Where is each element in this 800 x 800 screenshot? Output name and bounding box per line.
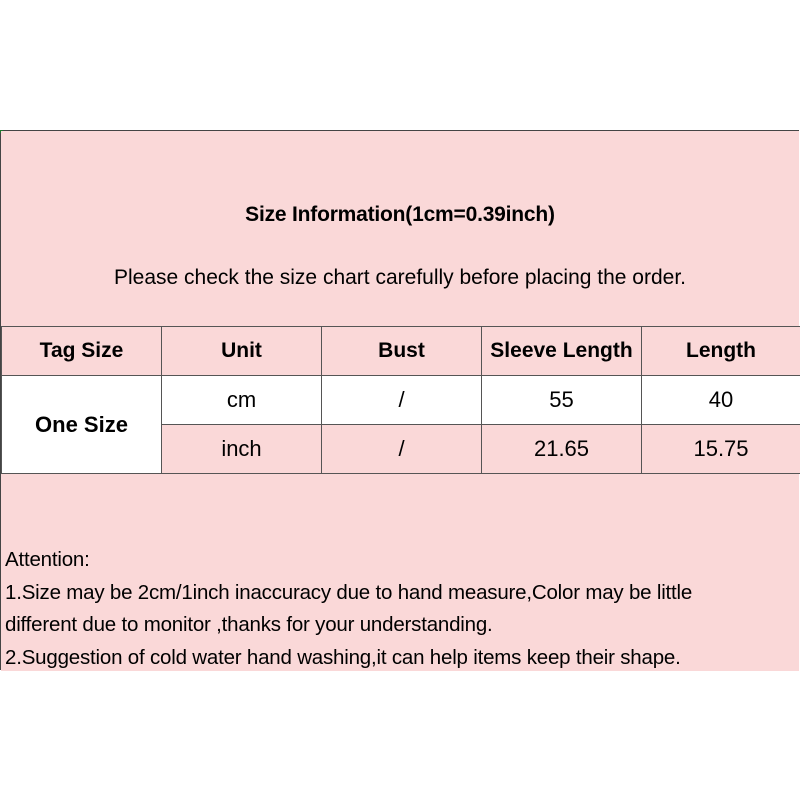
- attention-section: [1, 473, 799, 671]
- table-header-row: [2, 327, 800, 376]
- size-table: [1, 326, 800, 474]
- tag-size-cell: One Size: [2, 376, 162, 474]
- column-header-length: Length: [642, 327, 800, 376]
- column-header-unit: Unit: [162, 327, 322, 376]
- unit-cell: inch: [162, 425, 322, 474]
- sleeve-length-cell: 21.65: [482, 425, 642, 474]
- length-cell: 15.75: [642, 425, 800, 474]
- size-info-subtitle: Please check the size chart carefully before placing the order.: [114, 266, 686, 289]
- size-info-title: Size Information(1cm=0.39inch): [245, 203, 555, 226]
- attention-notes: [5, 544, 795, 674]
- column-header-bust: Bust: [322, 327, 482, 376]
- size-chart-sheet: [0, 130, 799, 670]
- length-cell: 40: [642, 376, 800, 425]
- sleeve-length-cell: 55: [482, 376, 642, 425]
- column-header-tag-size: Tag Size: [2, 327, 162, 376]
- column-header-sleeve-length: Sleeve Length: [482, 327, 642, 376]
- attention-heading: Attention:: [5, 548, 90, 571]
- bust-cell: /: [322, 425, 482, 474]
- size-info-header: [1, 131, 799, 326]
- attention-note-2: 2.Suggestion of cold water hand washing,it can help items keep their shape.: [5, 645, 681, 669]
- attention-note-1-continued: different due to monitor ,thanks for your understanding.: [5, 613, 493, 636]
- bust-cell: /: [322, 376, 482, 425]
- attention-note-1: 1.Size may be 2cm/1inch inaccuracy due to hand measure,Color may be little: [5, 580, 693, 604]
- unit-cell: cm: [162, 376, 322, 425]
- table-row: [2, 376, 800, 425]
